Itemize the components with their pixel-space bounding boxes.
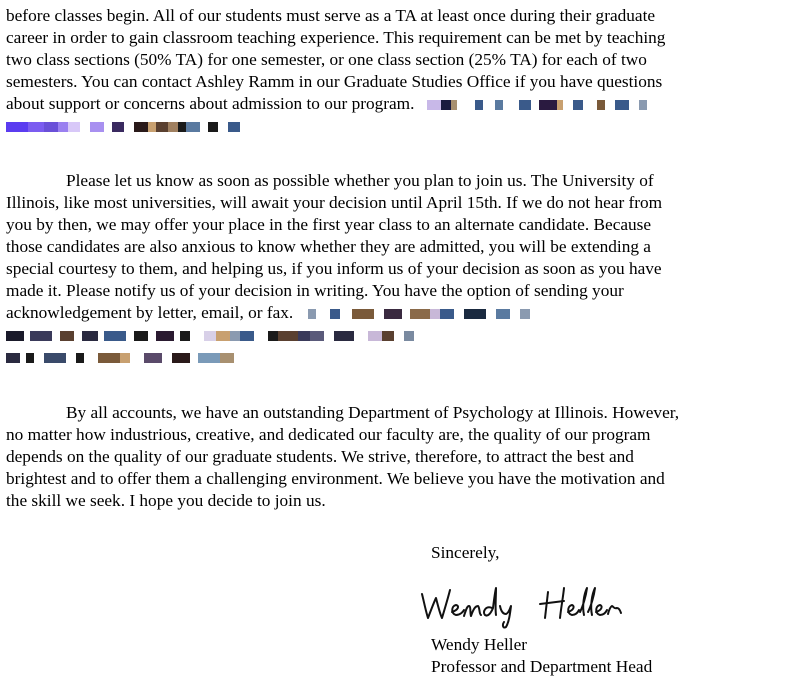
text-line: made it. Please notify us of your decision in writing. You have the option of sending your <box>6 281 624 300</box>
redacted-block <box>6 353 234 363</box>
paragraph-department-closing <box>6 402 788 512</box>
text-line: no matter how industrious, creative, and dedicated our faculty are, the quality of our program <box>6 425 651 444</box>
paragraph-support-ta <box>6 5 788 137</box>
text-line: depends on the quality of our graduate students. We strive, therefore, to attract the best and <box>6 447 634 466</box>
redacted-block <box>427 100 647 110</box>
text-line: brightest and to offer them a challenging environment. We believe you have the motivation and <box>6 469 665 488</box>
closing-salutation: Sincerely, <box>431 543 500 562</box>
redacted-block <box>6 122 240 132</box>
paragraph-decision-deadline <box>6 170 788 368</box>
redacted-line <box>6 115 788 137</box>
text-line: Please let us know as soon as possible whether you plan to join us. The University of <box>66 171 654 190</box>
text-line: semesters. You can contact Ashley Ramm in our Graduate Studies Office if you have questions <box>6 72 663 91</box>
text-line: career in order to gain classroom teaching experience. This requirement can be met by teaching <box>6 28 666 47</box>
signer-name: Wendy Heller <box>431 635 528 654</box>
text-line: By all accounts, we have an outstanding Department of Psychology at Illinois. However, <box>66 403 680 422</box>
text-line: two class sections (50% TA) for one semester, or one class section (25% TA) for each of two <box>6 50 647 69</box>
redacted-line <box>6 346 788 368</box>
redacted-block <box>6 331 414 341</box>
text-fragment: acknowledgement by letter, email, or fax. <box>6 303 294 322</box>
text-line-with-redaction <box>6 302 788 324</box>
signer-title: Professor and Department Head <box>431 657 653 676</box>
handwritten-signature <box>414 580 654 630</box>
redacted-block <box>308 309 530 319</box>
text-line: before classes begin. All of our students must serve as a TA at least once during their graduate <box>6 6 656 25</box>
text-line: Illinois, like most universities, will await your decision until April 15th. If we do not hear from <box>6 193 663 212</box>
text-fragment: about support or concerns about admission to our program. <box>6 94 415 113</box>
text-line: special courtesy to them, and helping us, if you inform us of your decision as soon as you have <box>6 259 662 278</box>
redacted-line <box>6 324 788 346</box>
text-line: those candidates are also anxious to know whether they are admitted, you will be extending a <box>6 237 651 256</box>
text-line: you by then, we may offer your place in the first year class to an alternate candidate. Because <box>6 215 652 234</box>
text-line: the skill we seek. I hope you decide to join us. <box>6 491 326 510</box>
text-line-with-redaction <box>6 93 788 115</box>
